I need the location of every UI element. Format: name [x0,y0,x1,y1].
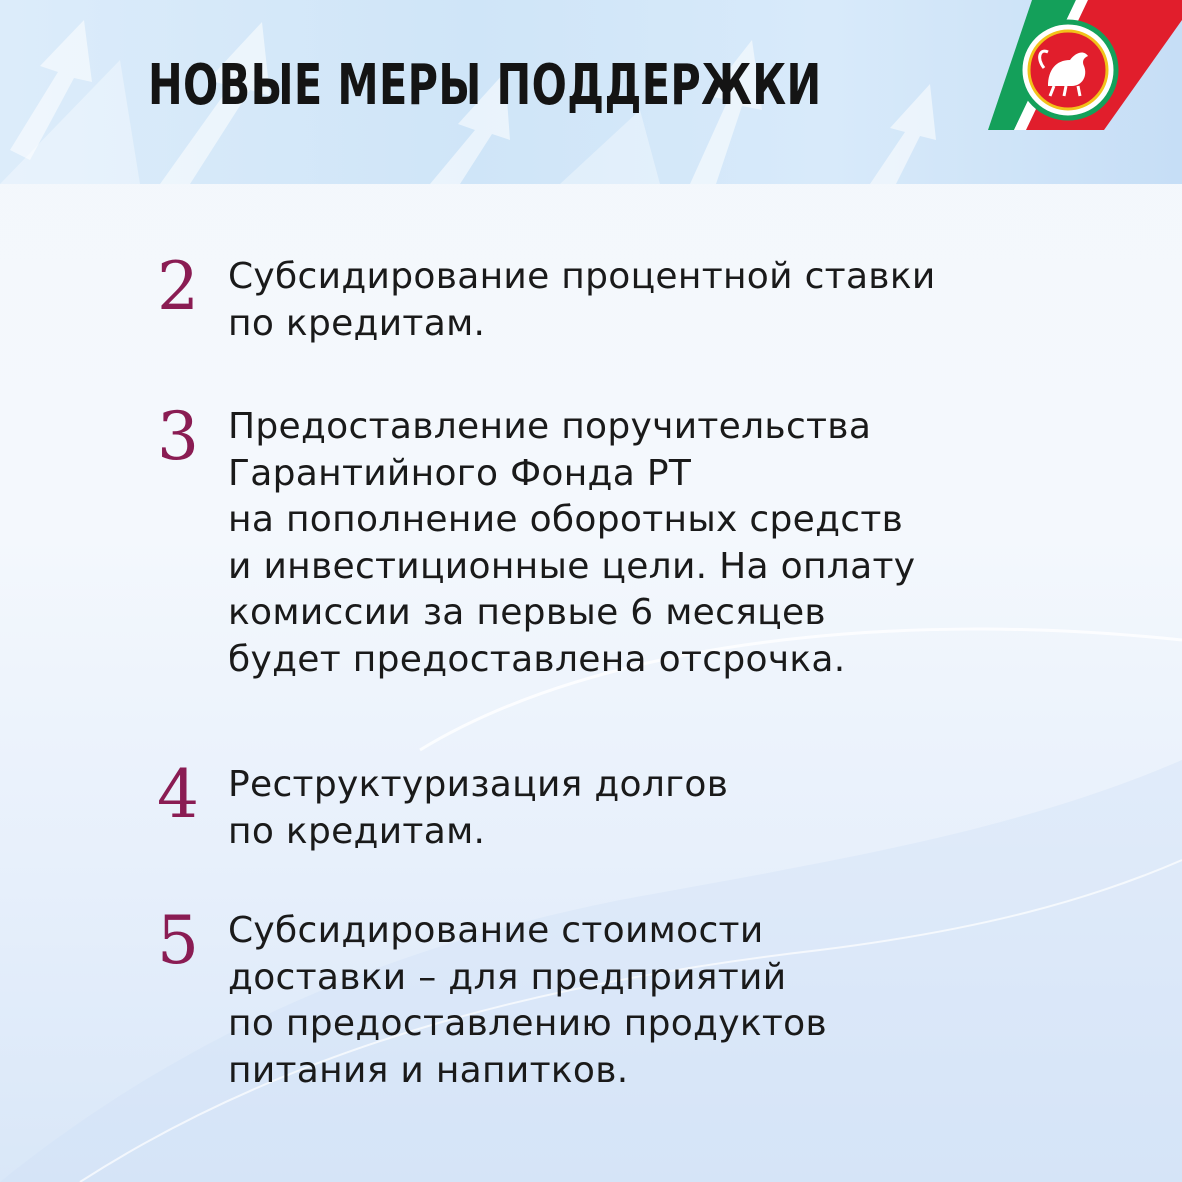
measure-line: по кредитам. [228,810,486,852]
measure-line: на пополнение оборотных средств [228,499,904,540]
measure-number: 5 [157,902,199,979]
header-band [0,0,1182,184]
measure-line: Предоставление поручительства [228,406,872,447]
measure-line: Гарантийного Фонда РТ [228,452,692,494]
measure-line: комиссии за первые 6 месяцев [228,592,826,633]
tatarstan-emblem [984,0,1182,140]
measure-line: доставки – для предприятий [228,956,787,998]
measure-line: Реструктуризация долгов [228,764,729,805]
measure-line: по кредитам. [228,302,486,344]
measure-text [228,404,915,683]
measure-line: Субсидирование стоимости [228,910,764,951]
page-title: НОВЫЕ МЕРЫ ПОДДЕРЖКИ [148,53,822,118]
measure-line: Субсидирование процентной ставки [228,256,936,297]
measure-number: 4 [157,756,199,833]
measure-number: 3 [157,398,199,475]
measure-line: и инвестиционные цели. На оплату [228,545,916,587]
background-swoosh-icon [0,600,1182,1182]
measure-line: будет предоставлена отсрочка. [228,638,846,680]
measure-text [228,908,827,1094]
measure-text [228,762,728,855]
measure-text [228,254,936,347]
measure-number: 2 [157,248,199,325]
measure-line: по предоставлению продуктов [228,1003,828,1044]
measure-line: питания и напитков. [228,1049,629,1091]
tatarstan-flag-icon [984,0,1182,140]
